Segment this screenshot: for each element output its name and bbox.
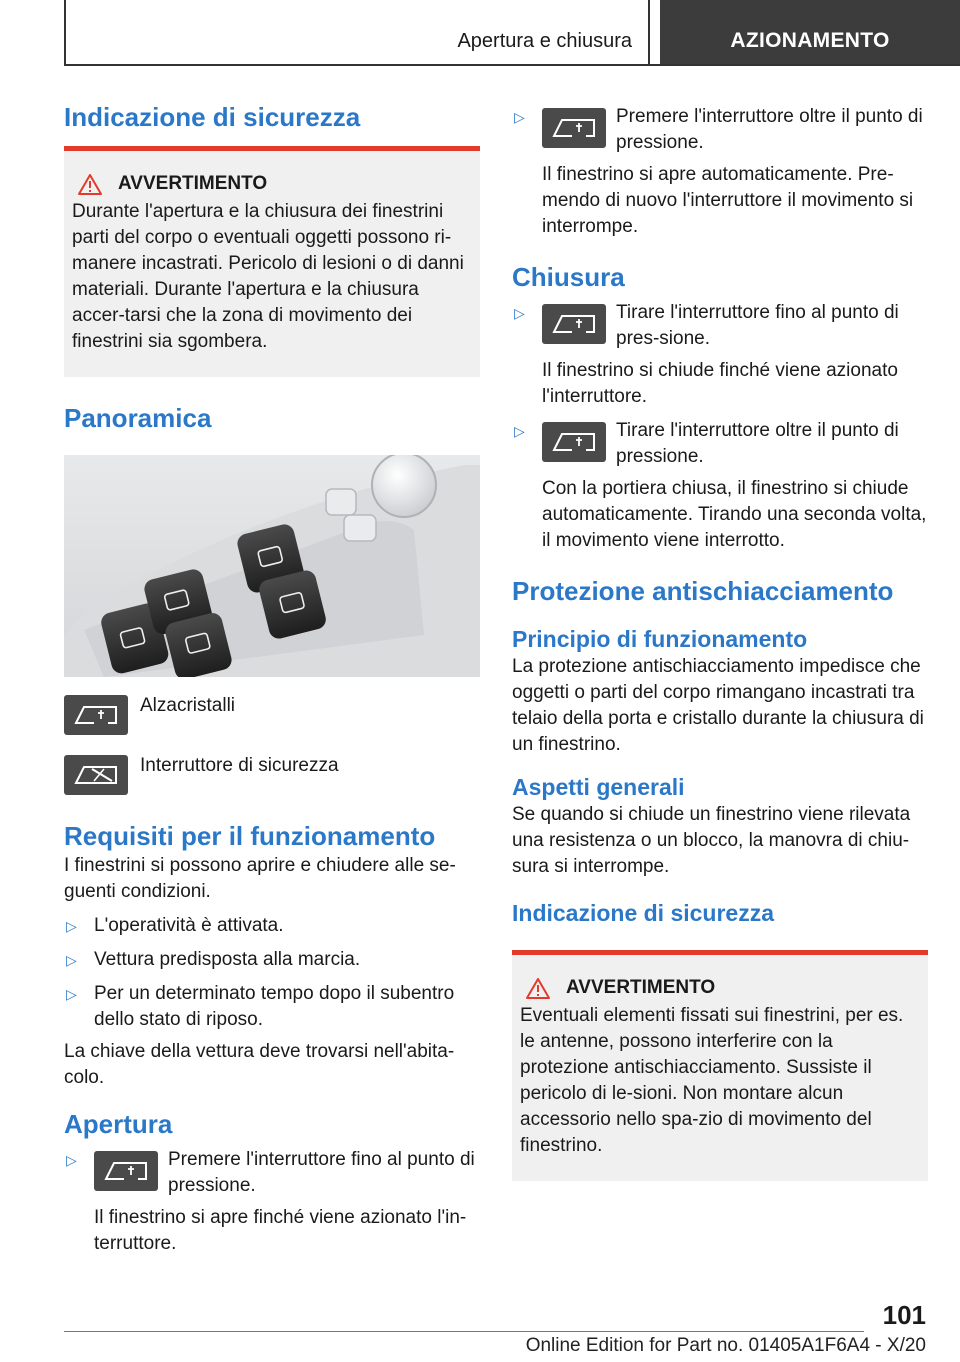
bullet-triangle-icon: ▷ bbox=[514, 423, 525, 439]
window-switch-icon bbox=[94, 1151, 158, 1191]
window-switch-icon bbox=[542, 304, 606, 344]
principle-heading: Principio di funzionamento bbox=[512, 626, 808, 652]
warning-text: Eventuali elementi fissati sui finestrini, per es. le antenne, possono interferire con la protezione antischiacciamento. Sussiste il pericolo di le-sioni. Non montare alcun accessorio nello spa-zio di movimento del finestrino. bbox=[520, 1005, 904, 1156]
page-number: 101 bbox=[882, 1300, 926, 1330]
step-action: Premere l'interruttore oltre il punto di pressione. bbox=[616, 106, 923, 153]
header-rule bbox=[64, 64, 960, 66]
step-result: Il finestrino si apre automaticamente. Pre-mendo di nuovo l'interruttore il movimento si interrompe. bbox=[542, 164, 914, 237]
bullet-triangle-icon: ▷ bbox=[66, 1152, 77, 1168]
warning-title-text: AVVERTIMENTO bbox=[118, 173, 268, 194]
opening-heading: Apertura bbox=[64, 1109, 173, 1139]
bullet-triangle-icon: ▷ bbox=[66, 952, 77, 968]
general-heading: Aspetti generali bbox=[512, 774, 685, 800]
principle-text: La protezione antischiacciamento impedisce che oggetti o parti del corpo rimangano incastrati tra telaio della porta e cristallo durante la chiusura di un finestrino. bbox=[512, 656, 924, 755]
key-note: La chiave della vettura deve trovarsi nell'abita-colo. bbox=[64, 1041, 455, 1088]
bullet-triangle-icon: ▷ bbox=[514, 109, 525, 125]
overview-heading: Panoramica bbox=[64, 403, 212, 433]
step-result: Con la portiera chiusa, il finestrino si chiude automaticamente. Tirando una seconda volta, il movimento viene interrotto. bbox=[542, 478, 927, 551]
window-switch-icon bbox=[64, 695, 128, 735]
safety-switch-icon bbox=[64, 755, 128, 795]
list-item bbox=[64, 913, 480, 939]
requirement-text: Per un determinato tempo dopo il subentro dello stato di riposo. bbox=[94, 983, 455, 1030]
step-result: Il finestrino si chiude finché viene azionato l'interruttore. bbox=[542, 360, 898, 407]
footer-rule bbox=[64, 1331, 864, 1332]
warning-box bbox=[512, 955, 928, 1181]
header-section-box bbox=[64, 0, 650, 66]
bullet-triangle-icon: ▷ bbox=[66, 918, 77, 934]
warning-title-text: AVVERTIMENTO bbox=[566, 977, 716, 998]
list-item bbox=[64, 947, 480, 973]
left-column bbox=[64, 100, 480, 1257]
safety-heading-2: Indicazione di sicurezza bbox=[512, 900, 775, 926]
legend-item bbox=[64, 755, 480, 795]
header-chapter-tab: AZIONAMENTO bbox=[660, 0, 960, 64]
warning-text: Durante l'apertura e la chiusura dei finestrini parti del corpo o eventuali oggetti possono ri-manere incastrati. Pericolo di lesioni o di danni materiali. Durante l'apertura e la chiusura accer-tarsi che la zona di movimento dei finestrini sia sgombera. bbox=[72, 201, 464, 352]
general-text: Se quando si chiude un finestrino viene rilevata una resistenza o un blocco, la manovra di chiu-sura si interrompe. bbox=[512, 804, 911, 877]
requirements-heading: Requisiti per il funzionamento bbox=[64, 821, 436, 851]
warning-title bbox=[78, 173, 472, 195]
warning-triangle-icon bbox=[78, 174, 102, 195]
list-item bbox=[512, 418, 928, 554]
requirement-text: L'operatività è attivata. bbox=[94, 915, 284, 936]
list-item bbox=[64, 1147, 480, 1257]
footer-edition: Online Edition for Part no. 01405A1F6A4 - X/20 bbox=[525, 1335, 926, 1356]
window-switch-icon bbox=[542, 422, 606, 462]
pinch-protection-heading: Protezione antischiacciamento bbox=[512, 576, 894, 606]
list-item bbox=[512, 300, 928, 410]
warning-box bbox=[64, 151, 480, 377]
step-action: Premere l'interruttore fino al punto di pressione. bbox=[168, 1149, 475, 1196]
warning-triangle-icon bbox=[526, 978, 550, 999]
closing-heading: Chiusura bbox=[512, 262, 625, 292]
window-switch-icon bbox=[542, 108, 606, 148]
warning-title bbox=[526, 977, 920, 999]
list-item bbox=[512, 104, 928, 240]
step-result: Il finestrino si apre finché viene azionato l'in-terruttore. bbox=[94, 1207, 467, 1254]
window-switch-panel-photo bbox=[64, 455, 480, 677]
step-action: Tirare l'interruttore fino al punto di pres-sione. bbox=[616, 302, 899, 349]
safety-heading: Indicazione di sicurezza bbox=[64, 102, 361, 132]
bullet-triangle-icon: ▷ bbox=[66, 986, 77, 1002]
right-column bbox=[512, 98, 928, 1181]
requirements-intro: I finestrini si possono aprire e chiudere alle se-guenti condizioni. bbox=[64, 855, 456, 902]
step-action: Tirare l'interruttore oltre il punto di pressione. bbox=[616, 420, 899, 467]
bullet-triangle-icon: ▷ bbox=[514, 305, 525, 321]
legend-item bbox=[64, 695, 480, 735]
requirement-text: Vettura predisposta alla marcia. bbox=[94, 949, 361, 970]
header-section-title: Apertura e chiusura bbox=[457, 30, 632, 52]
list-item bbox=[64, 981, 480, 1033]
legend-label-safety-switch: Interruttore di sicurezza bbox=[140, 755, 339, 776]
legend-label-window-switch: Alzacristalli bbox=[140, 695, 236, 716]
